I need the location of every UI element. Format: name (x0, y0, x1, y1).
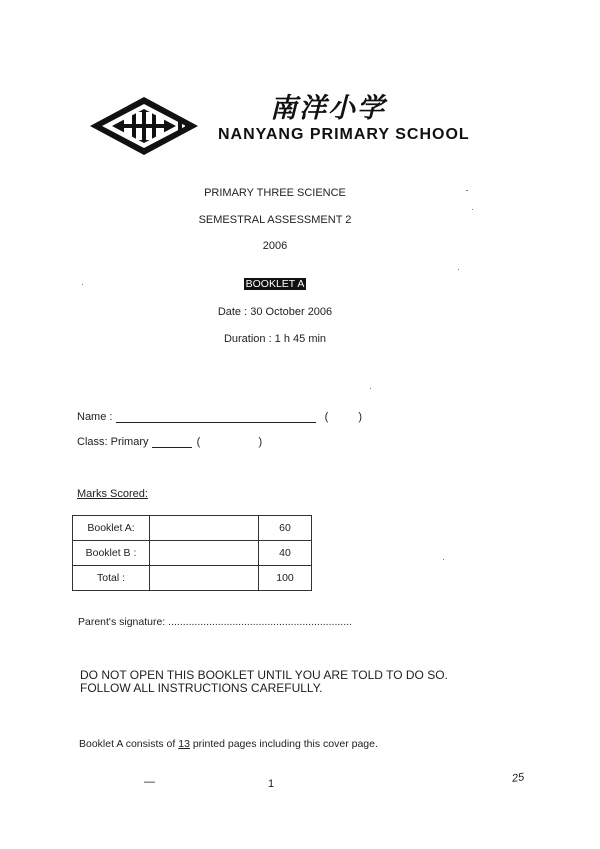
page-count-suffix: printed pages including this cover page. (192, 738, 378, 750)
handwritten-mark: 25 (511, 771, 526, 785)
instruction-line-1: DO NOT OPEN THIS BOOKLET UNTIL YOU ARE TOLD TO DO SO. (80, 668, 448, 682)
assessment-year: 2006 (262, 240, 288, 252)
booklet-b-score[interactable] (150, 541, 259, 566)
exam-duration: Duration : 1 h 45 min (223, 333, 327, 345)
booklet-a-score[interactable] (150, 516, 259, 541)
register-paren-close: ) (358, 411, 363, 423)
school-name-chinese: 南洋小学 (270, 93, 386, 124)
booklet-a-label: Booklet A: (73, 516, 150, 541)
instruction-line-2: FOLLOW ALL INSTRUCTIONS CAREFULLY. (80, 681, 323, 695)
booklet-b-label: Booklet B : (73, 541, 150, 566)
signature-row (78, 616, 352, 628)
signature-dots[interactable]: ............................................................... (168, 616, 352, 628)
instructions (80, 669, 448, 695)
scan-speck (458, 269, 459, 270)
total-max: 100 (259, 566, 312, 591)
marks-heading: Marks Scored: (77, 488, 148, 500)
school-logo (88, 95, 200, 157)
scan-speck (472, 209, 473, 210)
assessment-title: SEMESTRAL ASSESSMENT 2 (198, 214, 352, 226)
scan-speck (370, 388, 371, 389)
class-paren-close: ) (258, 436, 263, 448)
scan-speck (443, 559, 444, 560)
page-count-note (79, 738, 378, 750)
table-row (73, 541, 312, 566)
table-row (73, 516, 312, 541)
class-label: Class: Primary (77, 436, 149, 448)
page-number: 1 (268, 778, 275, 790)
booklet-b-max: 40 (259, 541, 312, 566)
name-label: Name : (77, 411, 113, 423)
page-count: 13 (178, 738, 190, 750)
marks-table (72, 515, 312, 591)
page-count-prefix: Booklet A consists of (79, 738, 176, 750)
table-row (73, 566, 312, 591)
signature-label: Parent's signature: (78, 616, 166, 628)
footer-dash: — (144, 776, 155, 788)
class-paren-open: ( (196, 436, 201, 448)
name-blank[interactable] (116, 410, 316, 423)
total-score[interactable] (150, 566, 259, 591)
scan-speck (466, 190, 468, 191)
booklet-label: BOOKLET A (245, 278, 305, 290)
name-row (77, 410, 362, 423)
subject-title: PRIMARY THREE SCIENCE (204, 187, 346, 199)
total-label: Total : (73, 566, 150, 591)
exam-date: Date : 30 October 2006 (217, 306, 333, 318)
school-name: NANYANG PRIMARY SCHOOL (218, 126, 470, 143)
scan-speck (82, 284, 83, 285)
booklet-a-max: 60 (259, 516, 312, 541)
register-paren-open: ( (324, 411, 329, 423)
class-blank[interactable] (152, 435, 192, 448)
class-row (77, 435, 262, 448)
